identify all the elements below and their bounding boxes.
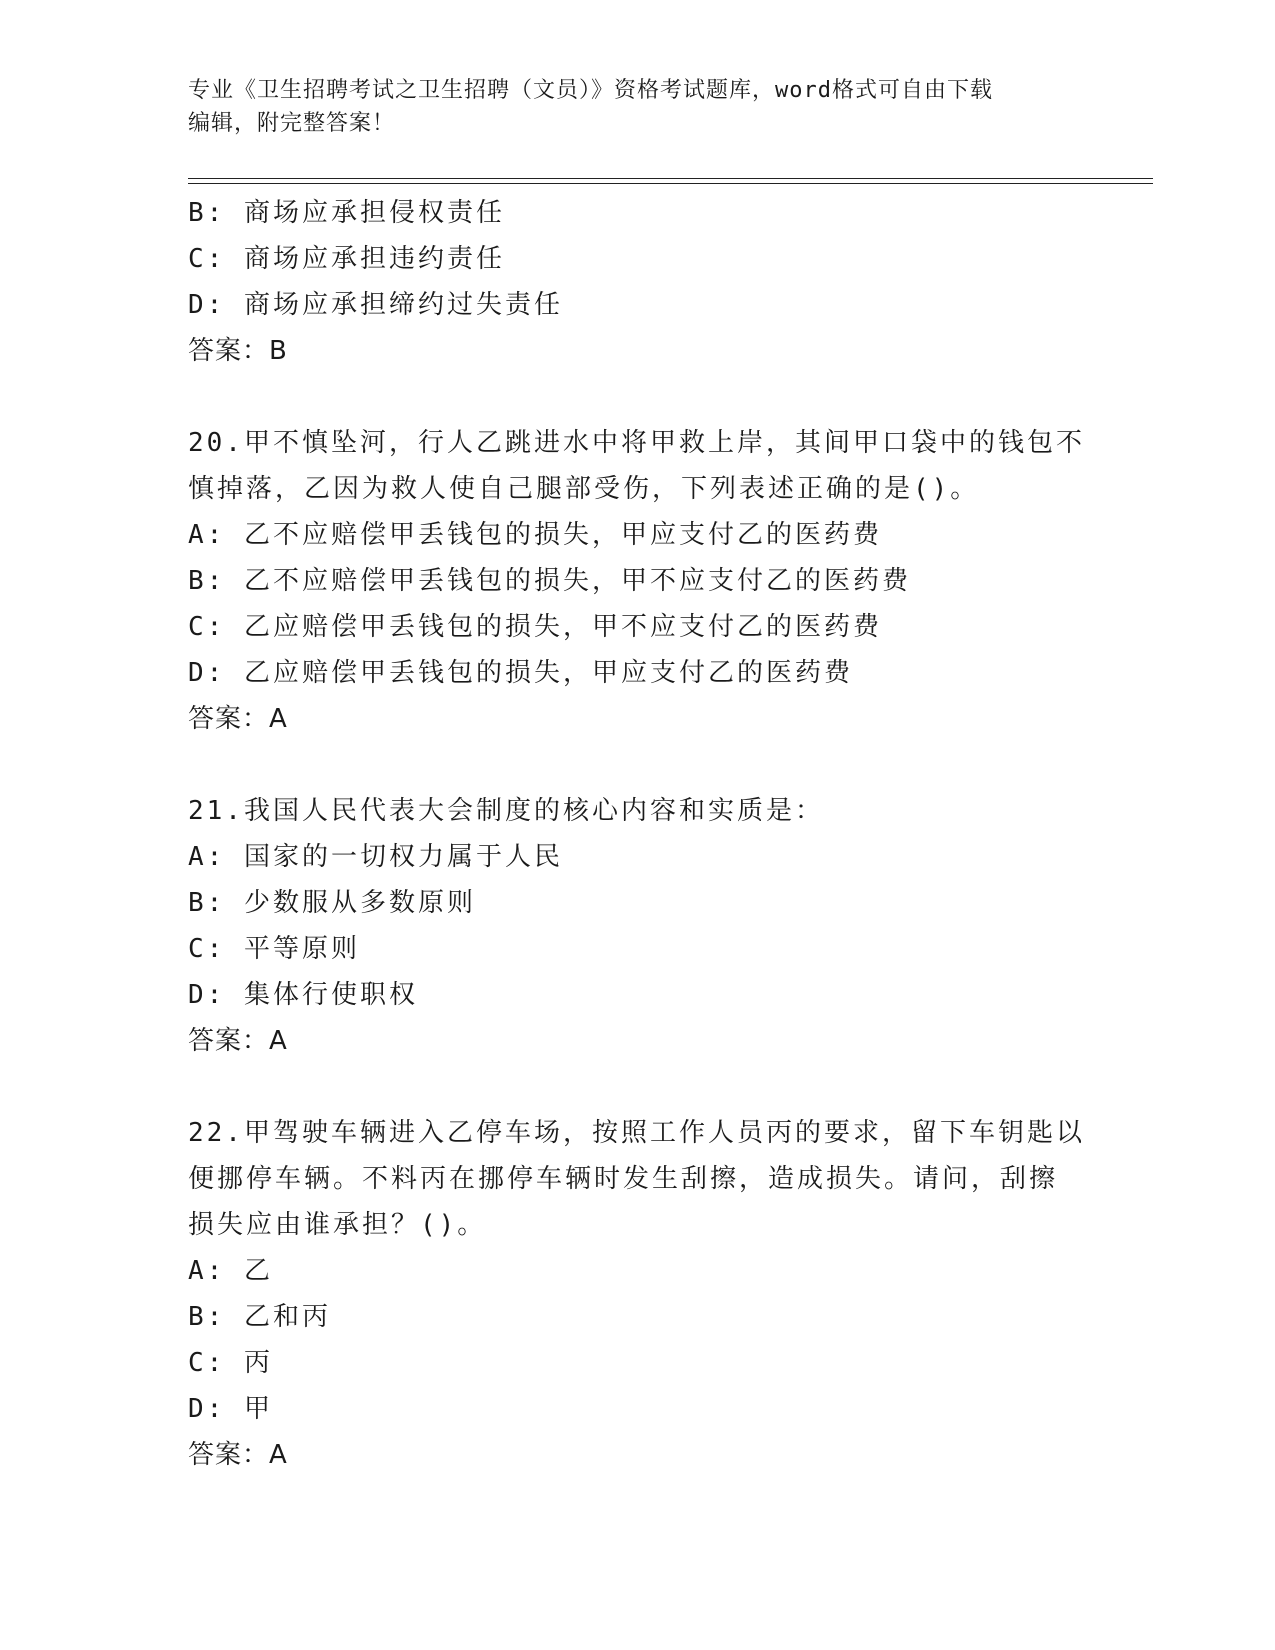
question-stem-line: 慎掉落，乙因为救人使自己腿部受伤，下列表述正确的是()。 — [188, 474, 980, 504]
question-stem-line: 损失应由谁承担？()。 — [188, 1210, 487, 1240]
option-key: C: — [188, 244, 226, 274]
option-text: 集体行使职权 — [243, 980, 418, 1010]
option-b — [188, 1294, 1088, 1340]
question-stem-line: 20.甲不慎坠河，行人乙跳进水中将甲救上岸，其间甲口袋中的钱包不 — [188, 428, 1085, 458]
option-text: 平等原则 — [243, 934, 360, 964]
option-key: C: — [188, 612, 226, 642]
header-divider-bottom — [188, 183, 1153, 184]
option-text: 商场应承担侵权责任 — [243, 198, 505, 228]
option-key: D: — [188, 1394, 226, 1424]
option-key: B: — [188, 566, 226, 596]
spacer — [188, 742, 1088, 788]
option-a — [188, 1248, 1088, 1294]
option-key: A: — [188, 842, 226, 872]
option-a — [188, 834, 1088, 880]
answer: 答案：A — [188, 1026, 288, 1056]
option-key: B: — [188, 1302, 226, 1332]
document-header — [188, 74, 1088, 140]
spacer — [188, 1064, 1088, 1110]
option-key: C: — [188, 934, 226, 964]
option-b — [188, 558, 1088, 604]
option-text: 甲 — [243, 1394, 273, 1424]
question-stem-line: 21.我国人民代表大会制度的核心内容和实质是： — [188, 796, 824, 826]
spacer — [188, 374, 1088, 420]
option-text: 少数服从多数原则 — [243, 888, 476, 918]
header-line-1: 专业《卫生招聘考试之卫生招聘（文员）》资格考试题库，word格式可自由下载 — [188, 78, 993, 103]
option-c — [188, 1340, 1088, 1386]
option-text: 乙应赔偿甲丢钱包的损失，甲不应支付乙的医药费 — [243, 612, 882, 642]
option-d — [188, 972, 1088, 1018]
option-text: 商场应承担缔约过失责任 — [243, 290, 563, 320]
option-text: 商场应承担违约责任 — [243, 244, 505, 274]
option-b — [188, 880, 1088, 926]
option-text: 乙应赔偿甲丢钱包的损失，甲应支付乙的医药费 — [243, 658, 853, 688]
option-key: B: — [188, 198, 226, 228]
option-key: D: — [188, 290, 226, 320]
question-stem-line: 便挪停车辆。不料丙在挪停车辆时发生刮擦，造成损失。请问，刮擦 — [188, 1164, 1059, 1194]
question-list — [188, 190, 1088, 1478]
question-19 — [188, 190, 1088, 374]
option-text: 国家的一切权力属于人民 — [243, 842, 563, 872]
answer: 答案：A — [188, 704, 288, 734]
option-key: B: — [188, 888, 226, 918]
option-key: D: — [188, 658, 226, 688]
option-key: A: — [188, 520, 226, 550]
header-line-2: 编辑，附完整答案！ — [188, 111, 396, 136]
question-stem-line: 22.甲驾驶车辆进入乙停车场，按照工作人员丙的要求，留下车钥匙以 — [188, 1118, 1085, 1148]
question-20 — [188, 420, 1088, 742]
option-d — [188, 650, 1088, 696]
option-d — [188, 1386, 1088, 1432]
answer: 答案：A — [188, 1440, 288, 1470]
option-key: D: — [188, 980, 226, 1010]
option-c — [188, 926, 1088, 972]
answer: 答案：B — [188, 336, 288, 366]
option-text: 乙和丙 — [243, 1302, 331, 1332]
option-a — [188, 512, 1088, 558]
option-text: 乙不应赔偿甲丢钱包的损失，甲不应支付乙的医药费 — [243, 566, 911, 596]
option-b — [188, 190, 1088, 236]
question-22 — [188, 1110, 1088, 1478]
option-key: C: — [188, 1348, 226, 1378]
option-c — [188, 604, 1088, 650]
option-text: 乙不应赔偿甲丢钱包的损失，甲应支付乙的医药费 — [243, 520, 882, 550]
header-divider-top — [188, 178, 1153, 179]
option-text: 乙 — [243, 1256, 273, 1286]
option-c — [188, 236, 1088, 282]
option-key: A: — [188, 1256, 226, 1286]
option-d — [188, 282, 1088, 328]
option-text: 丙 — [243, 1348, 273, 1378]
question-21 — [188, 788, 1088, 1064]
